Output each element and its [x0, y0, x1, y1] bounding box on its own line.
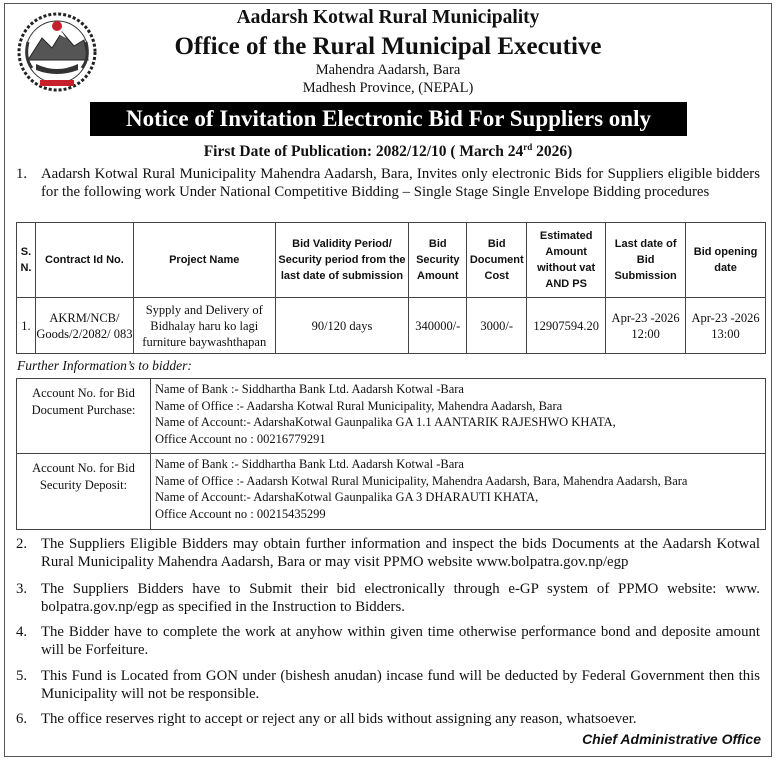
address-line-1: Mahendra Aadarsh, Bara [315, 62, 461, 78]
col-header-project-name: Project Name [133, 223, 275, 298]
account-name: Name of Account:- AdarshaKotwal Gaunpalika GA 3 DHARAUTI KHATA, [155, 490, 539, 504]
paragraph-2 [16, 535, 760, 571]
paragraph-4 [16, 623, 760, 659]
paragraph-number: 6. [16, 711, 28, 727]
paragraph-text: The Suppliers Bidders have to Submit their bid electronically through e-GP system of PPMO website: www. bolpatra.gov.np/egp as specified in the Instruction to Bidders. [41, 581, 760, 615]
cell-estimated-amount: 12907594.20 [527, 298, 606, 354]
paragraph-5 [16, 667, 760, 703]
publication-date [0, 142, 776, 161]
paragraph-number: 3. [16, 581, 28, 597]
account-details [151, 454, 766, 530]
account-label: Account No. for Bid Document Purchase: [17, 379, 151, 454]
paragraph-6 [16, 710, 760, 728]
publication-date-sup: rd [523, 142, 533, 152]
cell-opening-date: Apr-23 -2026 13:00 [686, 298, 766, 354]
account-label: Account No. for Bid Security Deposit: [17, 454, 151, 530]
paragraph-number: 4. [16, 624, 28, 640]
account-number: Office Account no : 00216779291 [155, 431, 326, 446]
bid-table [16, 222, 766, 354]
cell-bid-validity: 90/120 days [275, 298, 409, 354]
bid-table-header-row [17, 223, 766, 298]
paragraph-text: Aadarsh Kotwal Rural Municipality Mahendra Aadarsh, Bara, Invites only electronic Bids for Suppliers eligible bidders for the following work Under National Competitive Bidding – Single Stage Single Envelope Bidding procedures [41, 166, 760, 200]
paragraph-text: The Bidder have to complete the work at anyhow within given time otherwise performance bond and deposite amount will be Forfeiture. [41, 624, 760, 658]
account-office-name: Name of Office :- Aadarsh Kotwal Rural Municipality, Mahendra Aadarsh, Bara, Mahendra Aadarsh, Bara [155, 473, 688, 488]
col-header-document-cost: Bid Document Cost [467, 223, 527, 298]
col-header-contract-id: Contract Id No. [35, 223, 133, 298]
paragraph-3 [16, 580, 760, 616]
account-bank-name: Name of Bank :- Siddhartha Bank Ltd. Aadarsh Kotwal -Bara [155, 382, 464, 396]
paragraph-number: 1. [16, 166, 28, 182]
account-office-name: Name of Office :- Aadarsha Kotwal Rural Municipality, Mahendra Aadarsh, Bara [155, 398, 563, 413]
publication-date-suffix: 2026) [532, 143, 573, 161]
paragraph-number: 5. [16, 668, 28, 684]
signature-title: Chief Administrative Office [582, 731, 761, 747]
office-title: Office of the Rural Municipal Executive [174, 33, 602, 60]
address-line-2: Madhesh Province, (NEPAL) [302, 80, 474, 96]
col-header-sn: S. N. [17, 223, 36, 298]
account-details [151, 379, 766, 454]
col-header-bid-validity: Bid Validity Period/ Security period from the last date of submission [275, 223, 409, 298]
cell-last-date: Apr-23 -2026 12:00 [606, 298, 686, 354]
account-number: Office Account no : 00215435299 [155, 506, 326, 521]
paragraph-number: 2. [16, 536, 28, 552]
account-row-security-deposit [17, 454, 766, 530]
publication-date-prefix: First Date of Publication: 2082/12/10 ( March 24 [203, 143, 524, 161]
notice-banner: Notice of Invitation Electronic Bid For Suppliers only [90, 102, 687, 136]
paragraph-1 [16, 165, 760, 201]
cell-contract-id: AKRM/NCB/ Goods/2/2082/ 083 [35, 298, 133, 354]
col-header-last-date: Last date of Bid Submission [606, 223, 686, 298]
municipality-name: Aadarsh Kotwal Rural Municipality [236, 7, 540, 28]
paragraph-text: The office reserves right to accept or reject any or all bids without assigning any reason, whatsoever. [41, 711, 637, 727]
col-header-bid-security: Bid Security Amount [409, 223, 467, 298]
table-row [17, 298, 766, 354]
cell-sn: 1. [17, 298, 36, 354]
account-bank-name: Name of Bank :- Siddhartha Bank Ltd. Aadarsh Kotwal -Bara [155, 457, 464, 471]
account-table [16, 378, 766, 530]
paragraph-text: The Suppliers Eligible Bidders may obtain further information and inspect the bids Documents at the Aadarsh Kotwal Rural Municipality Mahendra Aadarsh, Bara or may visit PPMO website www.bolpatra.gov.np/egp [41, 536, 760, 570]
account-name: Name of Account:- AdarshaKotwal Gaunpalika GA 1.1 AANTARIK RAJESHWO KHATA, [155, 415, 616, 429]
further-info-heading: Further Information’s to bidder: [17, 358, 192, 373]
cell-project-name: Sypply and Delivery of Bidhalay haru ko lagi furniture baywashthapan [133, 298, 275, 354]
cell-document-cost: 3000/- [467, 298, 527, 354]
col-header-opening-date: Bid opening date [686, 223, 766, 298]
paragraph-text: This Fund is Located from GON under (bishesh anudan) incase fund will be deducted by Federal Government then this Municipality will not be responsible. [41, 668, 760, 702]
account-row-document-purchase [17, 379, 766, 454]
col-header-estimated-amount: Estimated Amount without vat AND PS [527, 223, 606, 298]
cell-bid-security: 340000/- [409, 298, 467, 354]
